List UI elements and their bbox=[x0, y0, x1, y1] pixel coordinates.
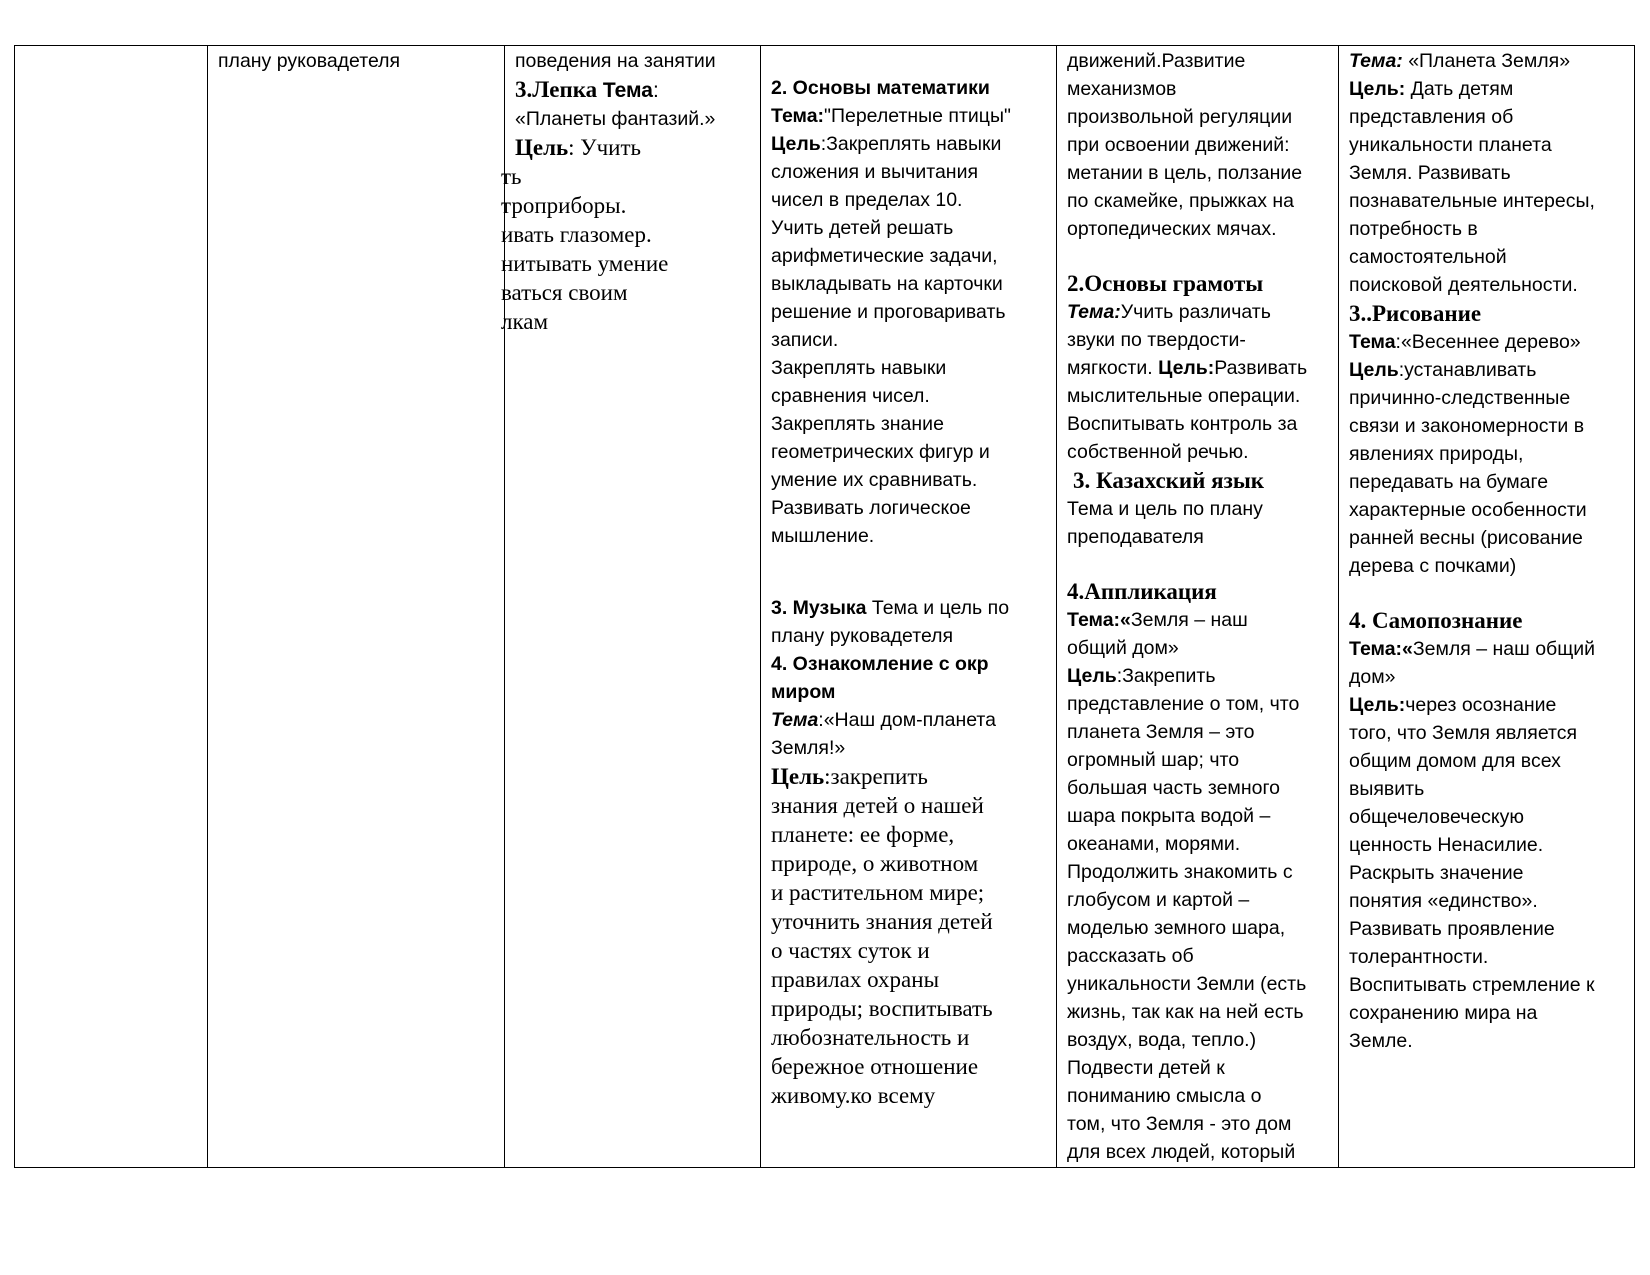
math-goal-label: Цель bbox=[771, 133, 821, 155]
env-title: 4. Ознакомление с окр bbox=[771, 653, 989, 675]
text-line: плану руковадетеля bbox=[218, 50, 401, 72]
math-tema: "Перелетные птицы" bbox=[824, 105, 1011, 127]
modeling-topic: «Планеты фантазий.» bbox=[515, 108, 716, 130]
cell-col5: движений.Развитие механизмов произвольной регуляции при освоении движений: метании в цель, ползание по скамейке, прыжках на ортопедических мячах. 2.Основы грамоты Тема:Учить различать звуки по твердости- мягкости. Цель:Развивать мыслительные операции. Воспитывать контроль за собственной речью. 3. Казахский язык Тема и цель по плану преподавателя 4.Аппликация Тема:«Земля – наш общий дом» Цель:Закрепить представление о том, что планета Земля – это огромный шар; что большая часть земного шара покрыта водой – океанами, морями. Продолжить знакомить с глобусом и картой – моделью земного шара, рассказать об уникальности Земли (есть жизнь, так как на ней есть воздух, вода, тепло.) Подвести детей к пониманию смысла о том, что Земля - это дом для всех людей, который bbox=[1057, 46, 1339, 1168]
application-title: 4.Аппликация bbox=[1067, 579, 1217, 604]
env-tema-label: Тема bbox=[771, 709, 819, 731]
draw-tema-label: Тема bbox=[1349, 331, 1396, 353]
math-tema-label: Тема: bbox=[771, 105, 825, 127]
clipped-text: ть троприборы. ивать глазомер. нитывать умение ваться своим лкам bbox=[501, 164, 669, 334]
self-tema-label: Тема:« bbox=[1349, 638, 1413, 660]
tema-label: Тема: bbox=[1349, 50, 1403, 72]
drawing-title: 3..Рисование bbox=[1349, 301, 1482, 326]
cell-col2 bbox=[208, 46, 505, 1168]
literacy-tema-label: Тема: bbox=[1067, 301, 1121, 323]
self-knowledge-title: 4. Самопознание bbox=[1349, 608, 1523, 633]
text-line: поведения на занятии bbox=[515, 50, 716, 72]
literacy-title: 2.Основы грамоты bbox=[1067, 271, 1264, 296]
tema-value: «Планета Земля» bbox=[1402, 50, 1571, 72]
table-row bbox=[15, 46, 1635, 1168]
math-title: 2. Основы математики bbox=[771, 77, 990, 99]
schedule-table bbox=[14, 45, 1635, 1168]
cell-col1 bbox=[15, 46, 208, 1168]
appl-goal-label: Цель bbox=[1067, 665, 1117, 687]
kazakh-title: 3. Казахский язык bbox=[1073, 468, 1265, 493]
modeling-goal: Цель: Учить bbox=[515, 135, 642, 160]
appl-tema-label: Тема:« bbox=[1067, 609, 1131, 631]
literacy-goal-label: Цель: bbox=[1158, 357, 1215, 379]
cell-col3 bbox=[501, 46, 761, 1168]
modeling-heading: 3.Лепка Тема: bbox=[515, 77, 659, 102]
cell-col4: 2. Основы математики Тема:"Перелетные птицы" Цель:Закреплять навыки сложения и вычитания чисел в пределах 10. Учить детей решать арифметические задачи, выкладывать на карточки решение и проговаривать записи. Закреплять навыки сравнения чисел. Закреплять знание геометрических фигур и умение их сравнивать. Развивать логическое мышление. 3. Музыка Тема и цель по плану руковадетеля 4. Ознакомление с окр миром Тема:«Наш дом-планета Земля!» Цель:закрепить знания детей о нашей планете: ее форме, природе, о животном и растительном мире; уточнить знания детей о частях суток и правилах охраны природы; воспитывать любознательность и бережное отношение живому.ко всему bbox=[761, 46, 1057, 1168]
music-label: 3. Музыка bbox=[771, 597, 867, 619]
env-goal-label: Цель bbox=[771, 764, 825, 789]
goal-label: Цель: bbox=[1349, 78, 1406, 100]
draw-goal-label: Цель bbox=[1349, 359, 1399, 381]
self-goal-label: Цель: bbox=[1349, 694, 1406, 716]
cell-col6: Тема: «Планета Земля» Цель: Дать детям представления об уникальности планета Земля. Развивать познавательные интересы, потребность в самостоятельной поисковой деятельности. 3..Рисование Тема:«Весеннее дерево» Цель:устанавливать причинно-следственные связи и закономерности в явлениях природы, передавать на бумаге характерные особенности ранней весны (рисование дерева с почками) 4. Самопознание Тема:«Земля – наш общий дом» Цель:через осознание того, что Земля является общим домом для всех выявить общечеловеческую ценность Ненасилие. Раскрыть значение понятия «единство». Развивать проявление толерантности. Воспитывать стремление к сохранению мира на Земле. bbox=[1339, 46, 1635, 1168]
